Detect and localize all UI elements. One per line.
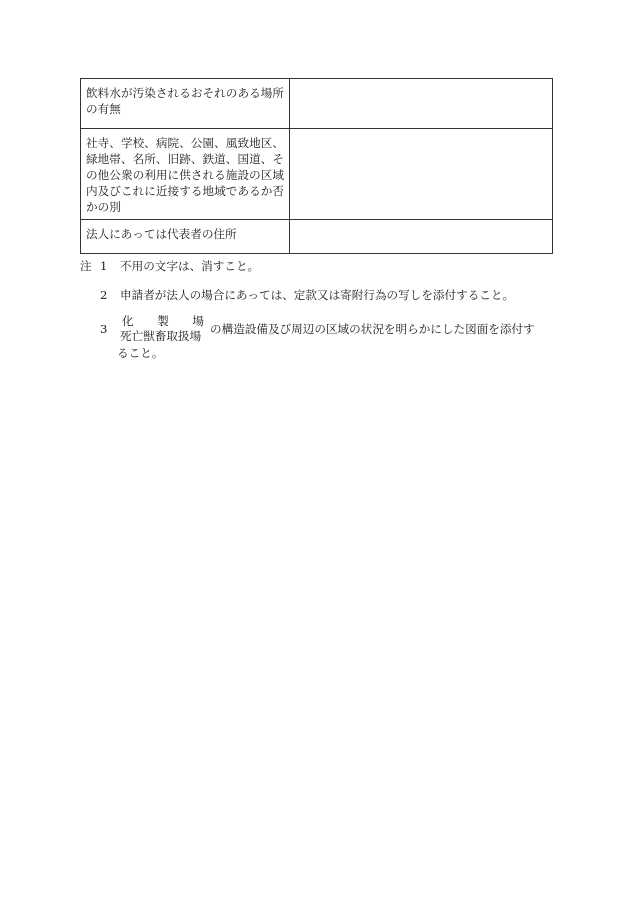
application-detail-table xyxy=(80,78,553,254)
facility-option-dead-animal-facility: 死亡獣畜取扱場 xyxy=(120,329,202,343)
table-row xyxy=(81,79,553,129)
row-label-water-contamination: 飲料水が汚染されるおそれのある場所の有無 xyxy=(81,79,290,129)
table-row xyxy=(81,129,553,220)
note-number: 1 xyxy=(100,259,108,273)
facility-option-rendering-plant: 化 製 場 xyxy=(122,314,204,328)
note-item-1 xyxy=(80,258,259,274)
facility-type-options xyxy=(120,314,206,344)
note-item-2 xyxy=(80,287,514,303)
row-label-representative-address: 法人にあっては代表者の住所 xyxy=(81,220,290,254)
row-value-water-contamination xyxy=(290,79,553,129)
note-text: 不用の文字は、消すこと。 xyxy=(120,259,260,273)
row-label-nearby-facilities: 社寺、学校、病院、公園、風致地区、緑地帯、名所、旧跡、鉄道、国道、その他公衆の利用に供される施設の区域内及びこれに近接する地域であるか否かの別 xyxy=(81,129,290,220)
note-text-continuation: ること。 xyxy=(117,346,164,360)
note-text: の構造設備及び周辺の区域の状況を明らかにした図面を添付す xyxy=(210,322,535,336)
table-row xyxy=(81,220,553,254)
note-item-3 xyxy=(80,314,550,361)
note-text: 申請者が法人の場合にあっては、定款又は寄附行為の写しを添付すること。 xyxy=(120,288,515,302)
row-value-nearby-facilities xyxy=(290,129,553,220)
note-number: 3 xyxy=(100,322,108,336)
notes-heading: 注 xyxy=(80,259,92,273)
row-value-representative-address xyxy=(290,220,553,254)
note-number: 2 xyxy=(100,288,108,302)
